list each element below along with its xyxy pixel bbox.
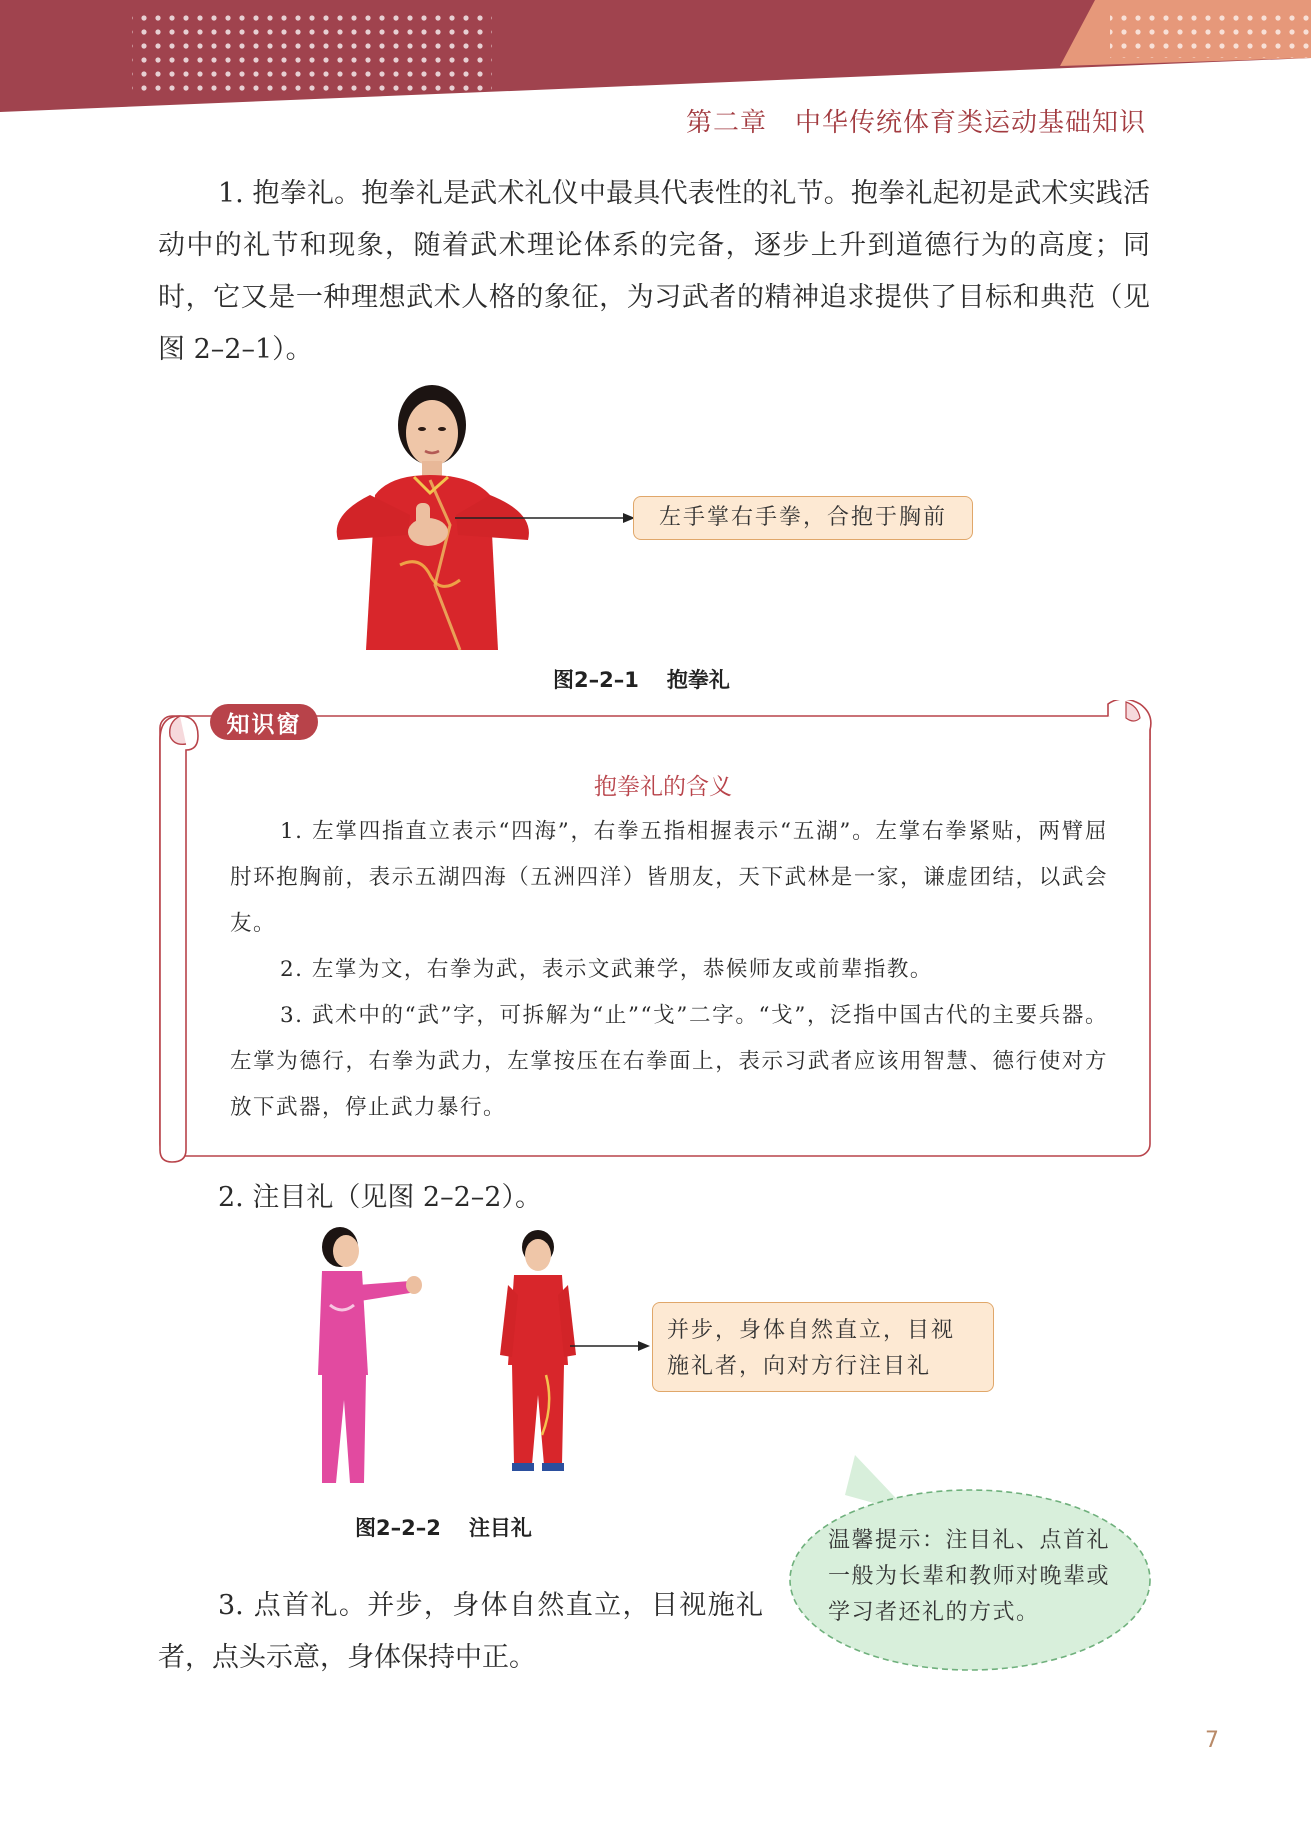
arrow-figure2 bbox=[570, 1338, 650, 1354]
tip-text: 温馨提示：注目礼、点首礼一般为长辈和教师对晚辈或学习者还礼的方式。 bbox=[828, 1528, 1111, 1625]
knowledge-item-1: 1. 左掌四指直立表示“四海”，右拳五指相握表示“五湖”。左掌右拳紧贴，两臂屈肘环抱胸前，表示五湖四海（五洲四洋）皆朋友，天下武林是一家，谦虚团结，以武会友。 bbox=[230, 819, 1108, 936]
chapter-number: 第二章 bbox=[685, 108, 767, 138]
figure2-caption bbox=[355, 1512, 532, 1542]
arrow-figure1 bbox=[455, 510, 635, 526]
paragraph-zhumuli: 2. 注目礼（见图 2–2–2）。 bbox=[218, 1182, 542, 1213]
callout-zhumuli-line2: 施礼者，向对方行注目礼 bbox=[667, 1354, 932, 1379]
paragraph-baoquanli: 1. 抱拳礼。抱拳礼是武术礼仪中最具代表性的礼节。抱拳礼起初是武术实践活动中的礼节和现象，随着武术理论体系的完备，逐步上升到道德行为的高度；同时，它又是一种理想武术人格的象征，为习武者的精神追求提供了目标和典范（见图 2–2–1）。 bbox=[158, 178, 1150, 365]
callout-baoquanli: 左手掌右手拳，合抱于胸前 bbox=[633, 496, 973, 540]
paragraph-dianshouli: 3. 点首礼。并步，身体自然直立，目视施礼者，点头示意，身体保持中正。 bbox=[158, 1590, 763, 1673]
figure1-caption-title: 抱拳礼 bbox=[666, 668, 730, 692]
chapter-title bbox=[686, 102, 1146, 139]
figure1-caption-number: 图2–2–1 bbox=[553, 668, 639, 692]
figure2-caption-title: 注目礼 bbox=[468, 1516, 532, 1540]
knowledge-item-2: 2. 左掌为文，右拳为武，表示文武兼学，恭候师友或前辈指教。 bbox=[280, 957, 933, 982]
chapter-name: 中华传统体育类运动基础知识 bbox=[794, 108, 1146, 138]
knowledge-window-badge: 知识窗 bbox=[226, 712, 302, 738]
page-number: 7 bbox=[1205, 1728, 1219, 1753]
knowledge-item-3: 3. 武术中的“武”字，可拆解为“止”“戈”二字。“戈”，泛指中国古代的主要兵器。左掌为德行，右拳为武力，左掌按压在右拳面上，表示习武者应该用智慧、德行使对方放下武器，停止武力暴行。 bbox=[230, 1003, 1108, 1120]
knowledge-window-title: 抱拳礼的含义 bbox=[594, 774, 732, 800]
figure2-caption-number: 图2–2–2 bbox=[355, 1516, 441, 1540]
figure1-caption bbox=[553, 664, 730, 694]
header-band bbox=[0, 0, 1311, 115]
callout-zhumuli bbox=[652, 1302, 994, 1392]
figure-zhumuli-photo bbox=[300, 1225, 590, 1490]
callout-zhumuli-line1: 并步，身体自然直立，目视 bbox=[667, 1318, 956, 1343]
